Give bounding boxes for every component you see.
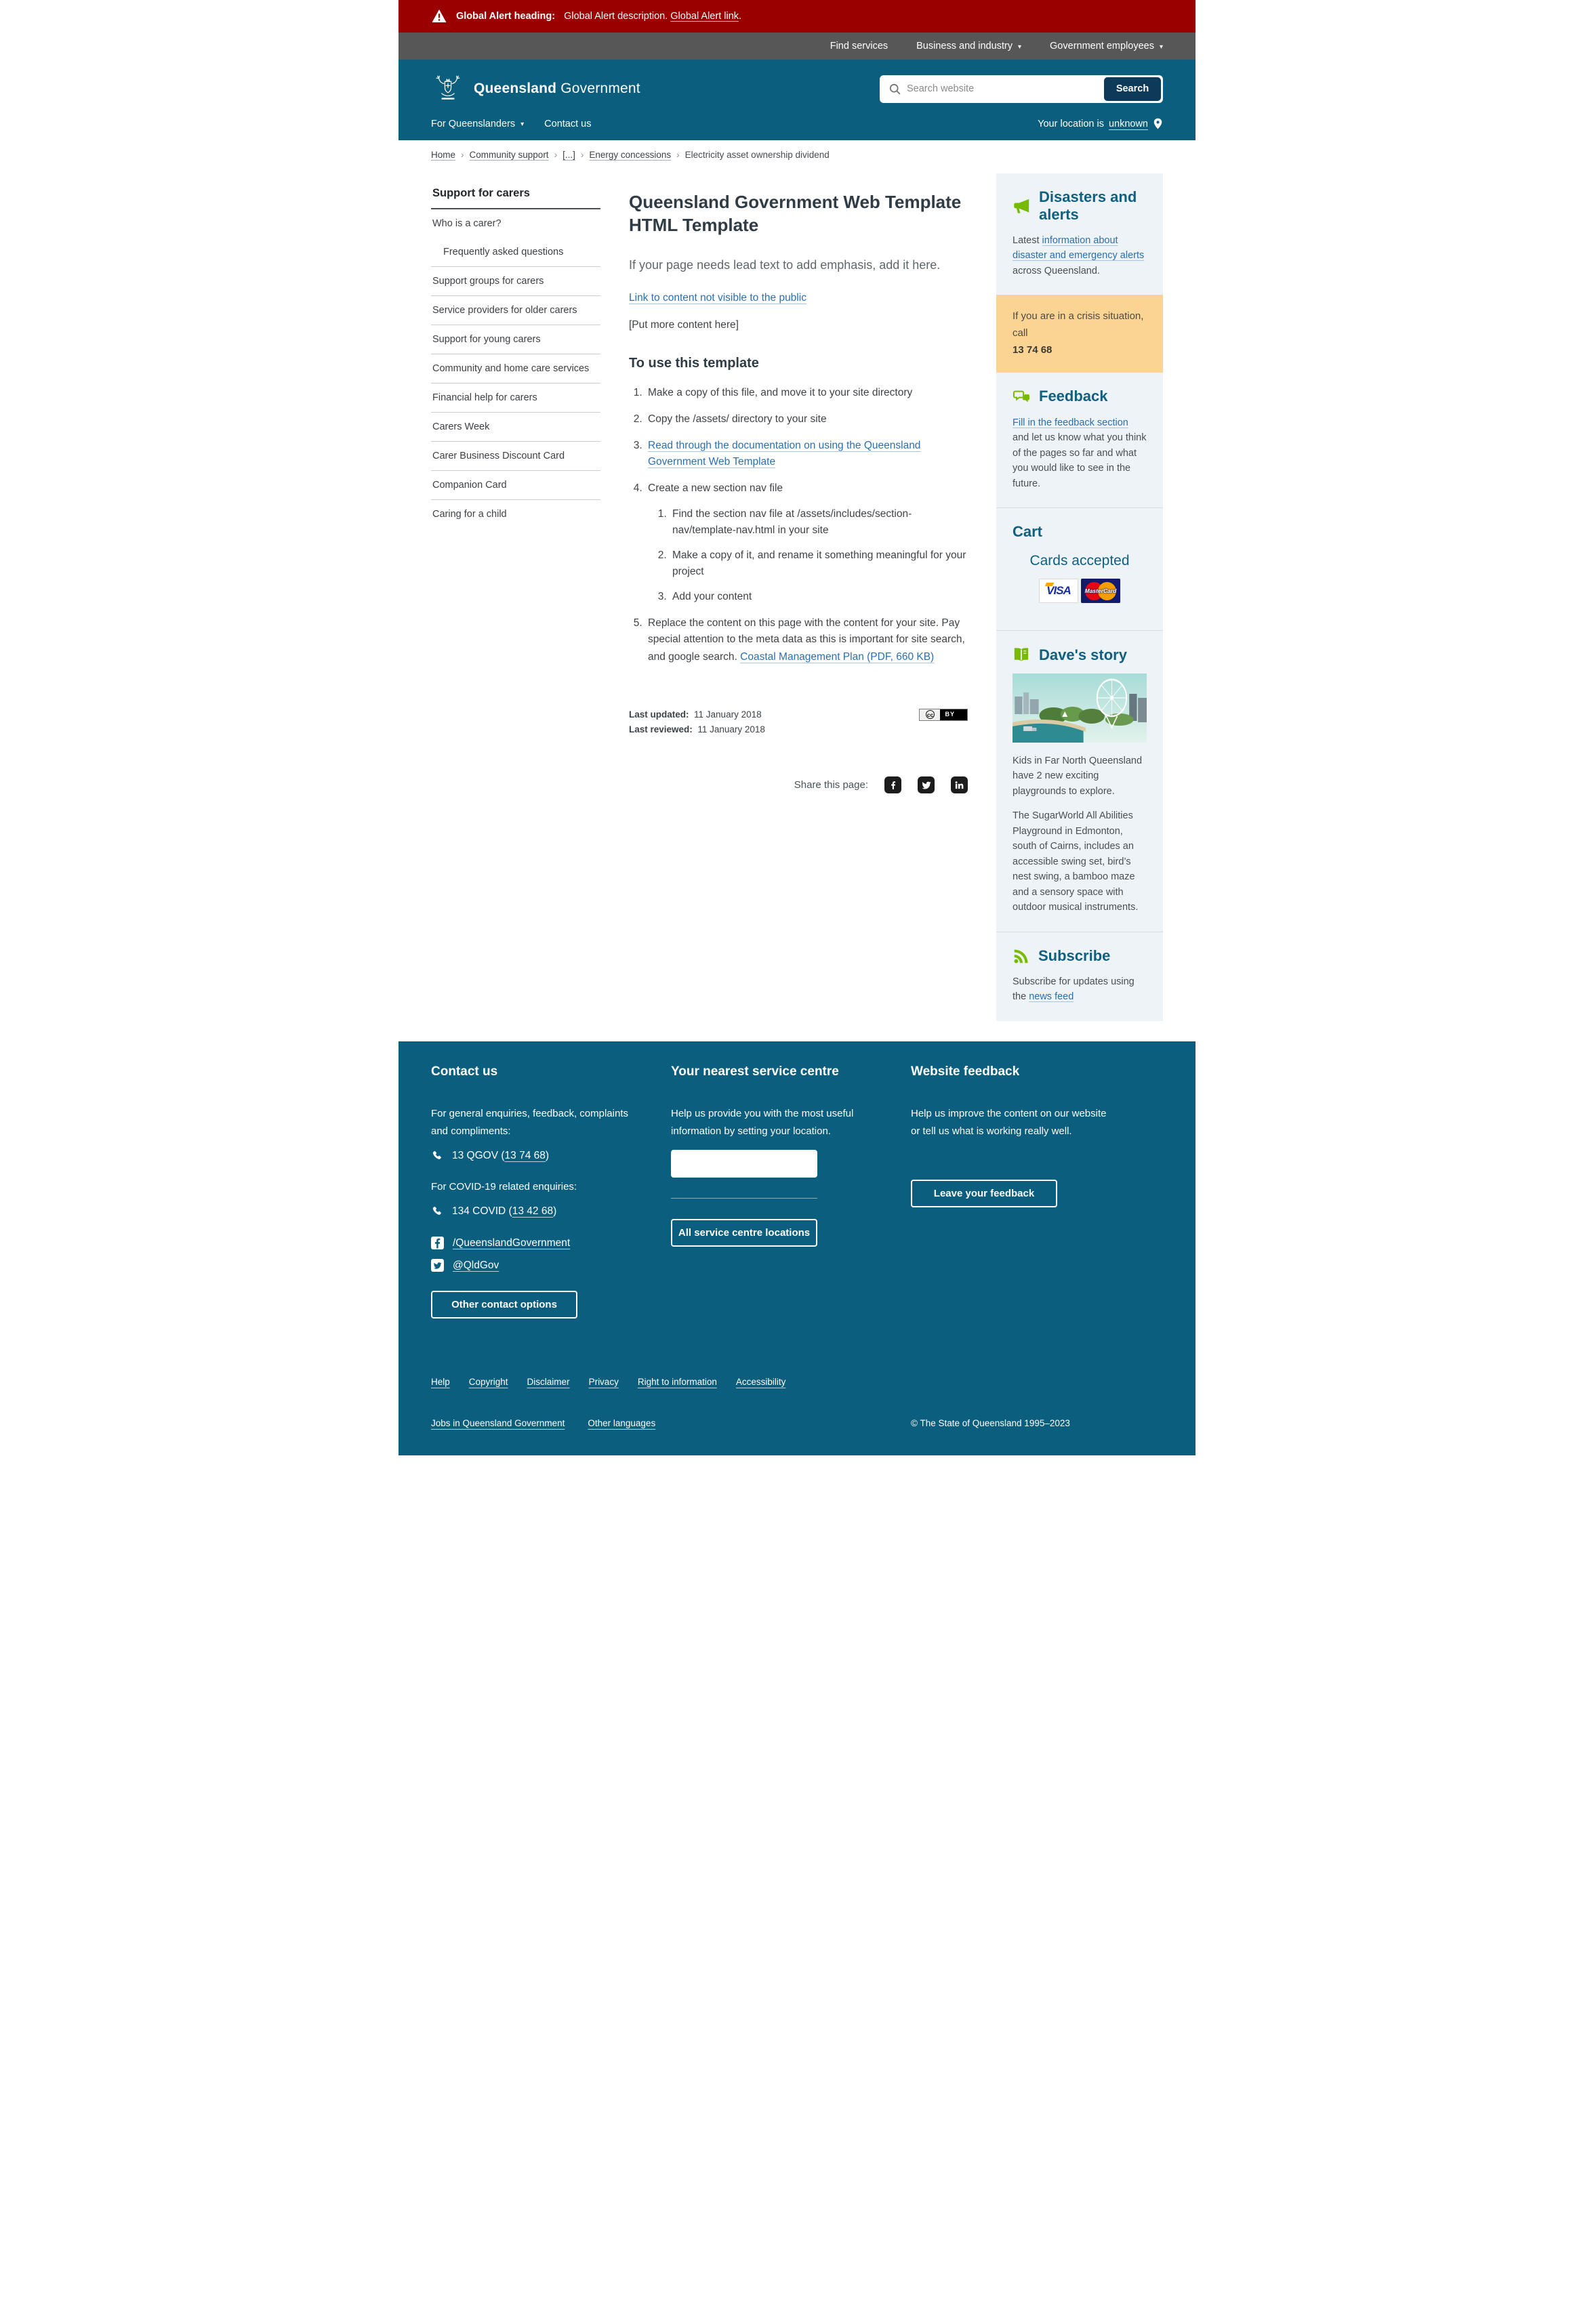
disasters-and-alerts-section: Disasters and alerts Latest information about disaster and emergency alerts across Queensland. bbox=[996, 173, 1163, 295]
footer-feedback-heading: Website feedback bbox=[911, 1064, 1020, 1079]
share-twitter-icon[interactable] bbox=[918, 776, 935, 793]
footer-service-heading: Your nearest service centre bbox=[671, 1064, 839, 1079]
breadcrumb-separator-icon: › bbox=[580, 150, 584, 160]
visa-card-logo: VISA bbox=[1039, 579, 1078, 603]
share-linkedin-icon[interactable] bbox=[951, 776, 968, 793]
main-content bbox=[629, 171, 968, 793]
instruction-list bbox=[629, 385, 968, 665]
coat-of-arms-icon bbox=[431, 73, 465, 104]
megaphone-icon bbox=[1013, 197, 1031, 215]
location-unknown-link[interactable]: unknown bbox=[1108, 118, 1148, 129]
global-alert-heading: Global Alert heading: bbox=[456, 11, 556, 22]
map-pin-icon bbox=[1153, 118, 1163, 129]
share-label: Share this page: bbox=[794, 779, 868, 791]
sidenav-item-discount-card[interactable]: Carer Business Discount Card bbox=[432, 451, 565, 461]
daves-story-section bbox=[996, 631, 1163, 932]
disaster-alerts-link[interactable]: information about disaster and emergency alerts bbox=[1013, 235, 1145, 262]
global-alert-description: Global Alert description. Global Alert link. bbox=[564, 11, 742, 22]
footer-contact-intro: For general enquiries, feedback, complaints and compliments: bbox=[431, 1107, 628, 1137]
last-reviewed-value: 11 January 2018 bbox=[697, 724, 765, 735]
chevron-down-icon: ▾ bbox=[520, 121, 525, 128]
footer-twitter-link[interactable]: @QldGov bbox=[453, 1259, 499, 1271]
daves-story-photo bbox=[1013, 673, 1147, 743]
cc-icon: cc bbox=[920, 709, 940, 720]
section-heading: To use this template bbox=[629, 355, 759, 371]
breadcrumb-home[interactable]: Home bbox=[431, 150, 456, 160]
section-nav-heading: Support for carers bbox=[431, 180, 600, 209]
story-paragraph: The SugarWorld All Abilities Playground in Edmonton, south of Cairns, includes an accessible swing set, bird’s nest swing, a bamboo maze and a sensory space with outdoor musical instruments. bbox=[1013, 810, 1139, 913]
footer-link-privacy[interactable]: Privacy bbox=[588, 1377, 619, 1388]
subscribe-heading: Subscribe bbox=[1038, 947, 1111, 964]
chevron-down-icon: ▾ bbox=[1018, 43, 1022, 51]
list-item: 5. Replace the content on this page with the content for your site. Pay special attention to the meta data as this is important for site search, and google search. Coastal Management Plan (PDF, 660 KB) bbox=[645, 615, 968, 665]
breadcrumb-current-page: Electricity asset ownership dividend bbox=[684, 150, 830, 160]
documentation-link[interactable]: Read through the documentation on using the Queensland Government Web Template bbox=[648, 439, 921, 468]
feedback-section: Feedback Fill in the feedback section and let us know what you think of the pages so far and what you would like to see in the future. bbox=[1013, 388, 1147, 489]
sidenav-item-carers-week[interactable]: Carers Week bbox=[432, 421, 490, 432]
news-feed-link[interactable]: news feed bbox=[1029, 991, 1074, 1003]
breadcrumb-energy-concessions[interactable]: Energy concessions bbox=[589, 150, 672, 160]
footer-link-help[interactable]: Help bbox=[431, 1377, 450, 1388]
meta-nav-business-industry[interactable]: Business and industry ▾ bbox=[916, 41, 1022, 51]
hidden-content-link[interactable]: Link to content not visible to the public bbox=[629, 291, 806, 304]
leave-your-feedback-button[interactable]: Leave your feedback bbox=[911, 1180, 1057, 1207]
coastal-management-plan-link[interactable]: Coastal Management Plan (PDF, 660 KB) bbox=[740, 650, 935, 663]
sidenav-item-faq[interactable]: Frequently asked questions bbox=[443, 247, 564, 257]
cart-section bbox=[996, 508, 1163, 630]
phone-icon bbox=[431, 1150, 443, 1162]
breadcrumb-separator-icon: › bbox=[676, 150, 680, 160]
cart-heading: Cart bbox=[1013, 523, 1043, 540]
breadcrumb-collapsed[interactable]: [...] bbox=[563, 150, 575, 160]
copyright-notice: © The State of Queensland 1995–2023 bbox=[911, 1418, 1070, 1429]
breadcrumb-separator-icon: › bbox=[554, 150, 558, 160]
footer-link-right-to-information[interactable]: Right to information bbox=[637, 1377, 717, 1388]
facebook-icon bbox=[431, 1237, 444, 1249]
rss-icon bbox=[1013, 947, 1030, 965]
sidenav-item-companion-card[interactable]: Companion Card bbox=[432, 480, 507, 491]
breadcrumb bbox=[431, 140, 1163, 168]
location-status: Your location is unknown bbox=[1038, 118, 1163, 129]
daves-story-heading: Dave's story bbox=[1039, 646, 1127, 663]
site-search bbox=[880, 75, 1163, 103]
sidenav-item-caring-for-a-child[interactable]: Caring for a child bbox=[432, 509, 507, 520]
twitter-icon bbox=[431, 1259, 444, 1272]
phone-covid-link[interactable]: 13 42 68 bbox=[512, 1205, 554, 1218]
sidenav-item-who-is-a-carer[interactable]: Who is a carer? bbox=[432, 218, 502, 229]
primary-navigation bbox=[431, 114, 1163, 140]
meta-navigation bbox=[398, 33, 1196, 60]
feedback-heading: Feedback bbox=[1039, 388, 1108, 405]
lead-text: If your page needs lead text to add emphasis, add it here. bbox=[629, 257, 941, 272]
queensland-government-logo[interactable] bbox=[431, 73, 640, 104]
other-contact-options-button[interactable]: Other contact options bbox=[431, 1291, 577, 1319]
meta-nav-government-employees[interactable]: Government employees ▾ bbox=[1050, 41, 1163, 51]
footer-feedback-column bbox=[911, 1054, 1114, 1319]
chevron-down-icon: ▾ bbox=[1159, 43, 1163, 51]
sidenav-item-support-groups[interactable]: Support groups for carers bbox=[432, 276, 544, 287]
phone-icon bbox=[431, 1205, 443, 1218]
feedback-section-link[interactable]: Fill in the feedback section bbox=[1013, 417, 1128, 428]
footer-contact-heading: Contact us bbox=[431, 1064, 498, 1079]
mastercard-logo: MasterCard bbox=[1081, 579, 1120, 603]
list-item: 2. Copy the /assets/ directory to your site bbox=[645, 411, 968, 428]
page-title: Queensland Government Web Template HTML Template bbox=[629, 192, 962, 235]
footer-secondary-row bbox=[431, 1418, 1163, 1428]
cc-by-license-badge[interactable]: cc BY bbox=[919, 709, 968, 721]
nav-contact-us[interactable]: Contact us bbox=[544, 118, 592, 129]
footer-legal-links bbox=[431, 1377, 1163, 1387]
brand-wordmark: Queensland Government bbox=[474, 81, 640, 96]
site-header bbox=[398, 60, 1196, 140]
speech-bubbles-icon bbox=[1013, 388, 1031, 406]
phone-qgov-link[interactable]: 13 74 68 bbox=[504, 1150, 546, 1162]
book-icon bbox=[1013, 646, 1031, 664]
list-item: 2. Make a copy of it, and rename it something meaningful for your project bbox=[670, 547, 968, 580]
disasters-heading: Disasters and alerts bbox=[1039, 188, 1137, 223]
footer-facebook-link[interactable]: /QueenslandGovernment bbox=[453, 1237, 571, 1249]
list-item: 4. Create a new section nav file 1. Find the section nav file at /assets/includes/section-nav/template-nav.html in your site 2. Make a copy of it, and rename it something meaningful for your project 3. Add your content bbox=[645, 480, 968, 605]
breadcrumb-community-support[interactable]: Community support bbox=[469, 150, 549, 160]
story-paragraph: Kids in Far North Queensland have 2 new exciting playgrounds to explore. bbox=[1013, 755, 1143, 797]
sidenav-item-service-providers[interactable]: Service providers for older carers bbox=[432, 305, 577, 316]
set-your-location-button[interactable]: Set your location bbox=[671, 1150, 817, 1178]
footer-service-centre-column bbox=[671, 1054, 874, 1319]
global-alert-banner bbox=[398, 0, 1196, 33]
meta-nav-find-services[interactable]: Find services bbox=[830, 41, 888, 51]
list-item: 1. Find the section nav file at /assets/includes/section-nav/template-nav.html in your site bbox=[670, 506, 968, 539]
sidenav-item-young-carers[interactable]: Support for young carers bbox=[432, 334, 541, 345]
nav-for-queenslanders[interactable]: For Queenslanders ▾ bbox=[431, 118, 525, 129]
list-item: 1. Make a copy of this file, and move it to your site directory bbox=[645, 385, 968, 401]
global-alert-link[interactable]: Global Alert link bbox=[670, 11, 739, 22]
subscribe-section: Subscribe Subscribe for updates using the news feed bbox=[1013, 947, 1135, 1003]
all-service-centres-button[interactable]: All service centre locations bbox=[671, 1219, 817, 1247]
warning-triangle-icon bbox=[431, 8, 447, 24]
placeholder-note: [Put more content here] bbox=[629, 318, 739, 331]
footer-link-other-languages[interactable]: Other languages bbox=[588, 1418, 656, 1429]
search-input[interactable] bbox=[901, 83, 1104, 94]
footer-link-disclaimer[interactable]: Disclaimer bbox=[527, 1377, 570, 1388]
crisis-phone-number: 13 74 68 bbox=[1013, 344, 1053, 356]
footer-feedback-intro: Help us improve the content on our website or tell us what is working really well. bbox=[911, 1107, 1107, 1137]
breadcrumb-separator-icon: › bbox=[461, 150, 464, 160]
sidenav-item-community-home-care[interactable]: Community and home care services bbox=[432, 363, 590, 374]
footer-service-intro: Help us provide you with the most useful information by setting your location. bbox=[671, 1107, 854, 1137]
phone-qgov: 13 QGOV (13 74 68) bbox=[452, 1150, 550, 1162]
footer-link-copyright[interactable]: Copyright bbox=[468, 1377, 508, 1388]
footer-link-accessibility[interactable]: Accessibility bbox=[735, 1377, 786, 1388]
footer-link-jobs[interactable]: Jobs in Queensland Government bbox=[431, 1418, 565, 1429]
phone-covid: 134 COVID (13 42 68) bbox=[452, 1205, 557, 1218]
share-bar bbox=[629, 776, 968, 793]
sidenav-item-financial-help[interactable]: Financial help for carers bbox=[432, 392, 537, 403]
aside-panel bbox=[996, 173, 1163, 1021]
footer-contact-column bbox=[431, 1054, 634, 1319]
site-footer bbox=[398, 1041, 1196, 1456]
list-item: 3. Add your content bbox=[670, 589, 968, 605]
cards-accepted-label: Cards accepted bbox=[1029, 553, 1130, 568]
last-updated-value: 11 January 2018 bbox=[694, 709, 762, 720]
search-icon bbox=[888, 83, 901, 96]
section-navigation bbox=[431, 180, 600, 528]
list-item bbox=[645, 438, 968, 470]
footer-divider bbox=[671, 1198, 817, 1199]
share-facebook-icon[interactable] bbox=[884, 776, 901, 793]
crisis-callout: If you are in a crisis situation, call 13 74 68 bbox=[996, 295, 1163, 372]
search-button[interactable]: Search bbox=[1104, 77, 1161, 101]
footer-covid-intro: For COVID-19 related enquiries: bbox=[431, 1181, 577, 1193]
page-metadata: Last updated: 11 January 2018 Last reviewed: 11 January 2018 cc BY bbox=[629, 707, 968, 738]
